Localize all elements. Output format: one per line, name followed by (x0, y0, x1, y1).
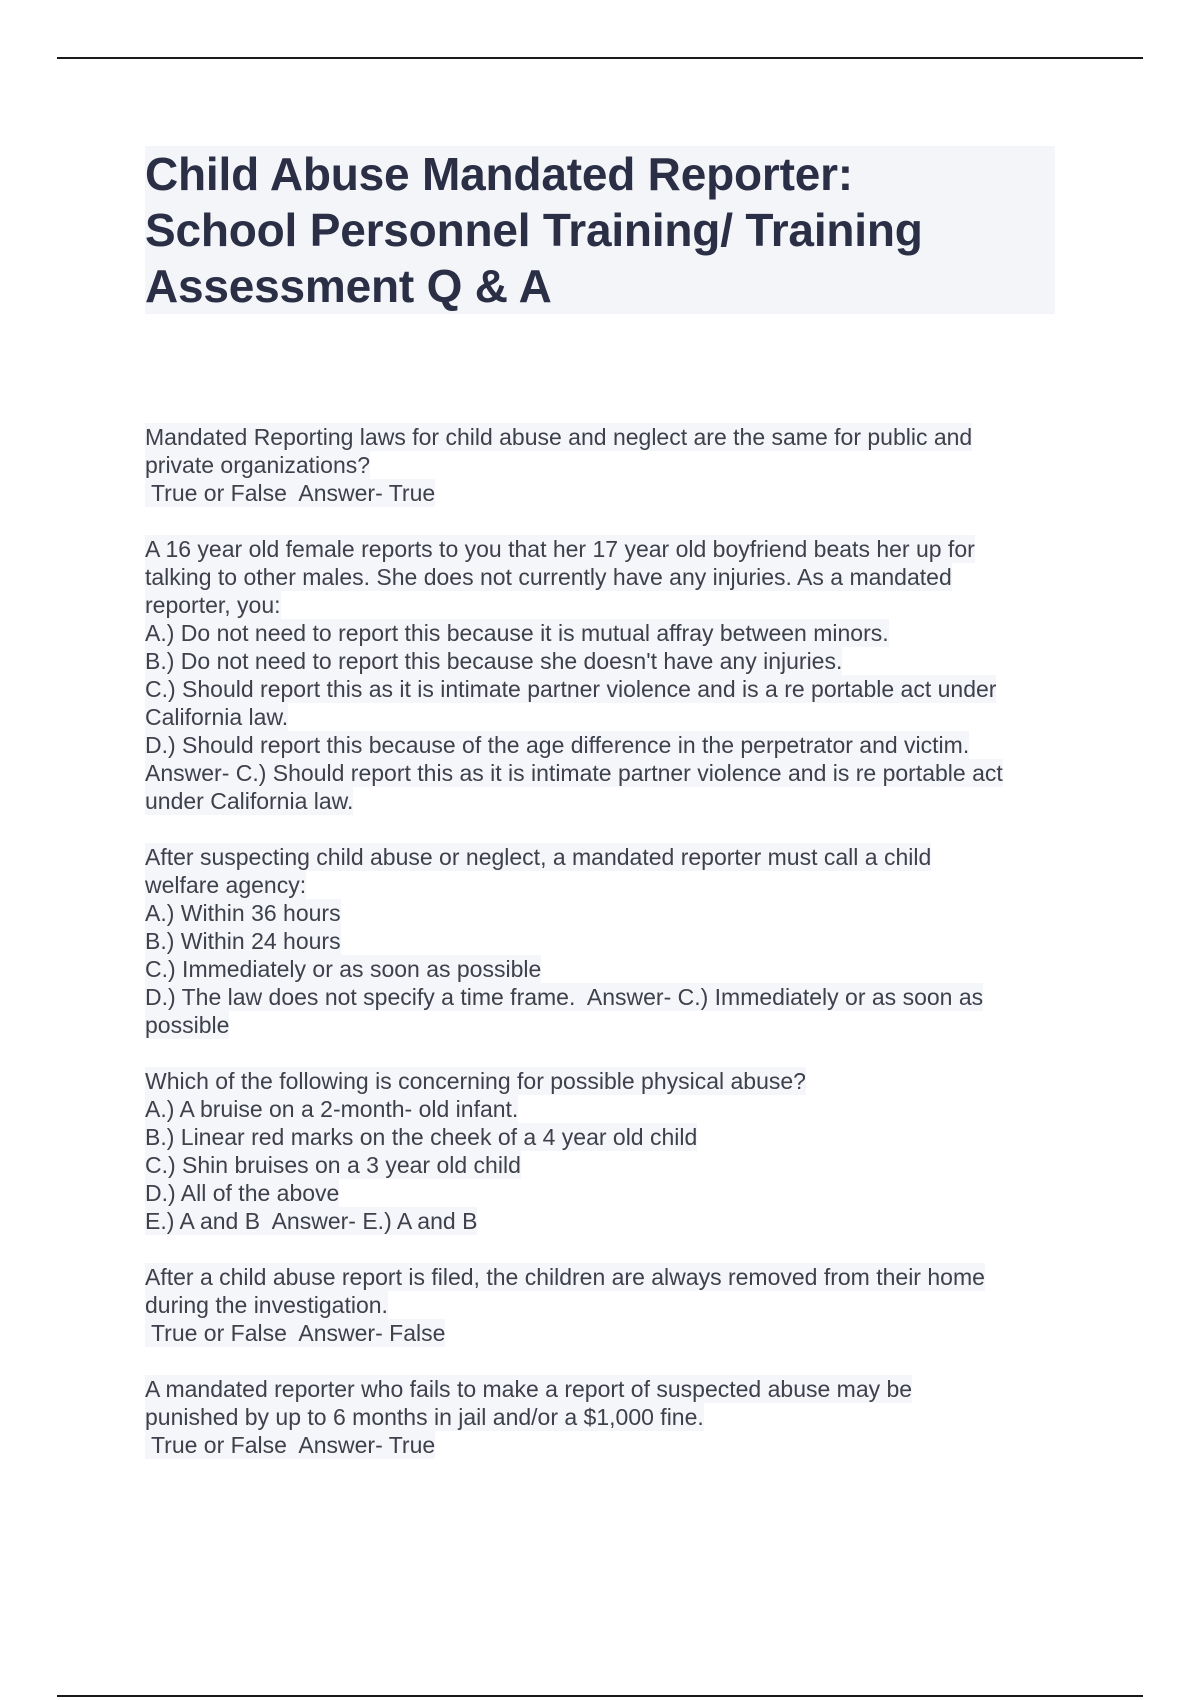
qa-line-row (145, 535, 1065, 563)
qa-line-row (145, 899, 1065, 927)
qa-line: C.) Should report this as it is intimate partner violence and is a re portable act under (145, 676, 997, 702)
qa-line-row (145, 871, 1065, 899)
qa-line: under California law. (145, 788, 354, 814)
qa-line: B.) Linear red marks on the cheek of a 4 year old child (145, 1124, 698, 1150)
qa-line: Which of the following is concerning for possible physical abuse? (145, 1068, 806, 1094)
qa-item (145, 423, 1065, 507)
qa-line: E.) A and B Answer- E.) A and B (145, 1208, 478, 1234)
qa-line-row (145, 1319, 1065, 1347)
qa-line: True or False Answer- True (145, 1432, 436, 1458)
qa-line-row (145, 927, 1065, 955)
qa-line: A.) Within 36 hours (145, 900, 341, 926)
qa-line-row (145, 479, 1065, 507)
qa-line: private organizations? (145, 452, 371, 478)
qa-line-row (145, 1263, 1065, 1291)
qa-line-row (145, 1067, 1065, 1095)
qa-line-row (145, 1179, 1065, 1207)
qa-item (145, 1375, 1065, 1459)
qa-line-row (145, 451, 1065, 479)
qa-line-row (145, 1151, 1065, 1179)
qa-line-row (145, 423, 1065, 451)
qa-line: reporter, you: (145, 592, 281, 618)
qa-line: D.) The law does not specify a time frame. Answer- C.) Immediately or as soon as (145, 984, 984, 1010)
qa-line-row (145, 563, 1065, 591)
title-block (145, 146, 1055, 314)
qa-line: possible (145, 1012, 230, 1038)
qa-line: C.) Shin bruises on a 3 year old child (145, 1152, 521, 1178)
qa-line-row (145, 731, 1065, 759)
qa-line: A.) A bruise on a 2-month- old infant. (145, 1096, 519, 1122)
qa-line-row (145, 675, 1065, 703)
qa-line-row (145, 1291, 1065, 1319)
qa-line-row (145, 787, 1065, 815)
qa-line: welfare agency: (145, 872, 307, 898)
qa-line: D.) Should report this because of the age difference in the perpetrator and victim. (145, 732, 970, 758)
qa-line-row (145, 1011, 1065, 1039)
qa-line: Answer- C.) Should report this as it is intimate partner violence and is re portable act (145, 760, 1003, 786)
qa-line: C.) Immediately or as soon as possible (145, 956, 542, 982)
qa-line-row (145, 1431, 1065, 1459)
qa-line: A 16 year old female reports to you that her 17 year old boyfriend beats her up for (145, 536, 975, 562)
qa-line: True or False Answer- False (145, 1320, 446, 1346)
qa-line-row (145, 955, 1065, 983)
qa-line-row (145, 703, 1065, 731)
qa-line-row (145, 983, 1065, 1011)
qa-item (145, 535, 1065, 815)
title-line: School Personnel Training/ Training (145, 204, 923, 256)
qa-line-row (145, 1123, 1065, 1151)
qa-line: B.) Within 24 hours (145, 928, 341, 954)
title-line: Assessment Q & A (145, 260, 552, 312)
qa-line: A mandated reporter who fails to make a report of suspected abuse may be (145, 1376, 913, 1402)
qa-list (145, 423, 1065, 1487)
qa-line: After a child abuse report is filed, the children are always removed from their home (145, 1264, 985, 1290)
qa-line: talking to other males. She does not currently have any injuries. As a mandated (145, 564, 952, 590)
qa-line: B.) Do not need to report this because she doesn't have any injuries. (145, 648, 843, 674)
qa-item (145, 1067, 1065, 1235)
qa-item (145, 1263, 1065, 1347)
document-title (145, 146, 1055, 314)
qa-line-row (145, 647, 1065, 675)
qa-line-row (145, 843, 1065, 871)
qa-item (145, 843, 1065, 1039)
title-line: Child Abuse Mandated Reporter: (145, 148, 853, 200)
qa-line: punished by up to 6 months in jail and/or a $1,000 fine. (145, 1404, 704, 1430)
qa-line: California law. (145, 704, 289, 730)
qa-line-row (145, 1375, 1065, 1403)
qa-line: Mandated Reporting laws for child abuse and neglect are the same for public and (145, 424, 973, 450)
qa-line-row (145, 619, 1065, 647)
qa-line: A.) Do not need to report this because it is mutual affray between minors. (145, 620, 889, 646)
qa-line-row (145, 591, 1065, 619)
qa-line-row (145, 1403, 1065, 1431)
qa-line: True or False Answer- True (145, 480, 436, 506)
qa-line: during the investigation. (145, 1292, 388, 1318)
qa-line-row (145, 759, 1065, 787)
qa-line: D.) All of the above (145, 1180, 340, 1206)
bottom-rule (57, 1695, 1143, 1697)
qa-line-row (145, 1207, 1065, 1235)
top-rule (57, 57, 1143, 59)
qa-line-row (145, 1095, 1065, 1123)
qa-line: After suspecting child abuse or neglect, a mandated reporter must call a child (145, 844, 932, 870)
